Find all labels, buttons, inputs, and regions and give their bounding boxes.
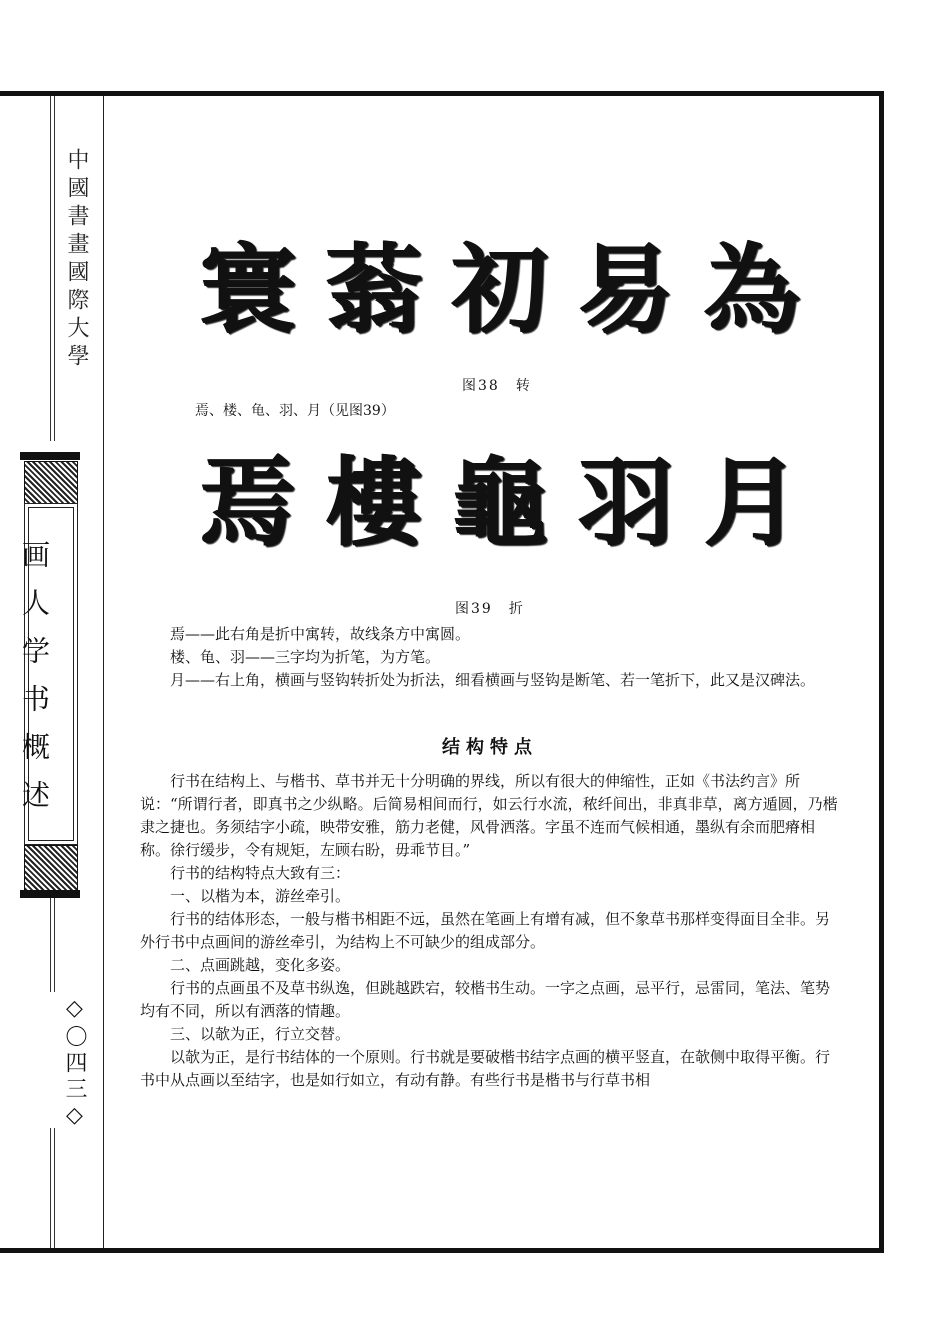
note-line: 楼、龟、羽——三字均为折笔，为方笔。 [170,648,441,666]
calligraphy-char: 羽 [578,446,674,559]
sidebar-rule [50,96,51,441]
calligraphy-char: 易 [578,233,674,346]
sidebar-rule [50,1128,51,1248]
section-label: 画人学书概述 [18,540,51,828]
calligraphy-char: 為 [704,233,800,346]
calligraphy-char: 月 [704,446,800,559]
paragraph: 以欹为正，是行书结体的一个原则。行书就是要破楷书结字点画的横平竖直，在欹侧中取得平衡。行书中从点画以至结字，也是如行如立，有动有静。有些行书是楷书与行草书相 [140,1048,831,1089]
paragraph: 三、以欹为正，行立交替。 [170,1025,351,1043]
figure39-calligraphy [200,446,800,559]
body-text [140,770,840,1092]
sidebar-rule [54,96,55,441]
calligraphy-char: 樓 [326,446,422,559]
sidebar-rule [54,897,55,992]
calligraphy-char: 寰 [200,233,296,346]
page-frame-right [879,91,884,1253]
note-line: 焉——此右角是折中寓转，故线条方中寓圆。 [170,625,471,643]
figure39-intro: 焉、楼、龟、羽、月（见图39） [195,403,395,419]
ornament-bar [20,452,80,460]
ornament-bar [20,890,80,898]
paragraph: 行书的结体形态，一般与楷书相距不远，虽然在笔画上有增有减，但不象草书那样变得面目全非。另外行书中点画间的游丝牵引，为结构上不可缺少的组成部分。 [140,910,831,951]
note-line: 月——右上角，横画与竖钩转折处为折法，细看横画与竖钩是断笔、若一笔折下，此又是汉碑法。 [170,671,816,689]
calligraphy-char: 焉 [200,446,296,559]
paragraph: 二、点画跳越，变化多姿。 [170,956,351,974]
content-border-left [103,96,104,1248]
paragraph: 行书的点画虽不及草书纵逸，但跳越跌宕，较楷书生动。一字之点画，忌平行，忌雷同，笔法、笔势均有不同，所以有洒落的情趣。 [140,979,831,1020]
vertical-title: 中國書畫國際大學 [64,148,89,372]
figure38-caption: 图38 转 [462,378,532,394]
paragraph: 一、以楷为本，游丝牵引。 [170,887,351,905]
page-frame-bottom [0,1248,884,1253]
section-heading: 结构特点 [442,737,538,758]
ornament-hatch [24,845,78,891]
paragraph: 行书的结构特点大致有三： [170,864,351,882]
sidebar-rule [54,1128,55,1248]
sidebar-rule [50,897,51,992]
figure-notes [140,623,840,692]
calligraphy-char: 蓊 [326,233,422,346]
paragraph: 行书在结构上、与楷书、草书并无十分明确的界线，所以有很大的伸缩性，正如《书法约言》所说：“所谓行者，即真书之少纵略。后简易相间而行，如云行水流，秾纤间出，非真非草，离方遁圆，乃楷隶之捷也。务须结字小疏，映带安雅，筋力老健，风骨洒落。字虽不连而气候相通，墨纵有余而肥瘠相称。徐行缓步，令有规矩，左顾右盼，毋乖节目。” [140,772,838,859]
calligraphy-char: 初 [452,233,548,346]
figure39-caption: 图39 折 [455,601,525,617]
calligraphy-char: 龜 [452,446,548,559]
figure38-calligraphy [200,233,800,346]
ornament-hatch [24,461,78,507]
page-number: ◇〇四三◇ [62,996,87,1132]
page-frame-top [0,91,884,96]
